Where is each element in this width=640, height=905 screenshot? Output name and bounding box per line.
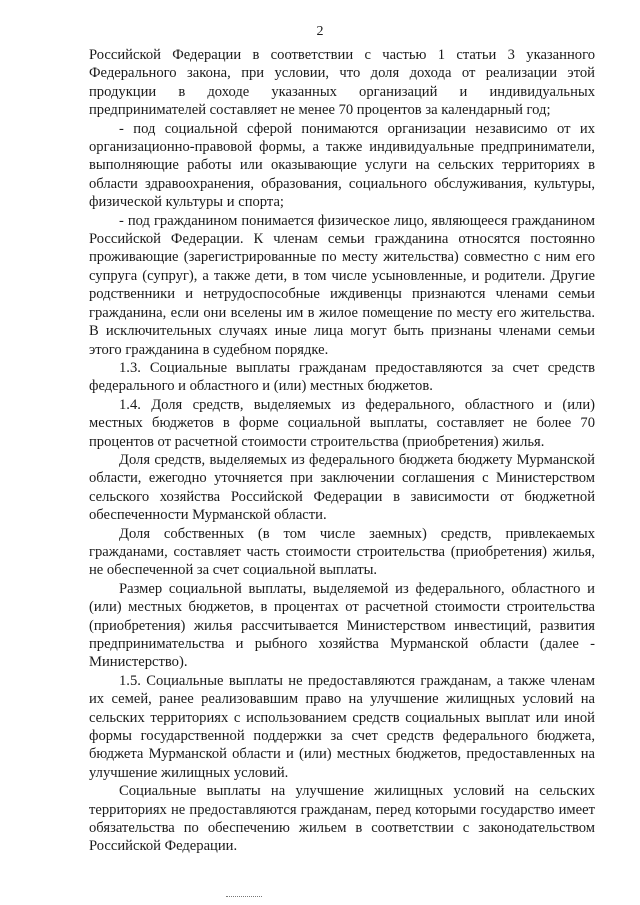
page-number: 2 (316, 24, 324, 39)
paragraph-continuation: Российской Федерации в соответствии с частью 1 статьи 3 указанного Федерального закона, при условии, что доля дохода от реализации этой продукции в доходе указанных организаций и индивидуальных предпринимателей составляет не менее 70 процентов за календарный год; (89, 47, 595, 119)
paragraph-exclusion: Социальные выплаты на улучшение жилищных условий на сельских территориях не предоставляются гражданам, перед которыми государство имеет обязательства по обеспечению жильем в соответствии с законодательством Российской Федерации. (89, 783, 595, 855)
paragraph-own-funds-share: Доля собственных (в том числе заемных) средств, привлекаемых гражданами, составляет часть стоимости строительства (приобретения) жилья, не обеспеченной за счет социальной выплаты. (89, 525, 595, 579)
paragraph-clause-1-5: 1.5. Социальные выплаты не предоставляются гражданам, а также членам их семей, ранее реализовавшим право на улучшение жилищных условий на сельских территориях с использованием средств социальных выплат или иной формы государственной поддержки за счет средств федерального бюджета, бюджета Мурманской области и (или) местных бюджетов, предоставленных на улучшение жилищных условий. (89, 672, 595, 781)
paragraph-citizen-definition: - под гражданином понимается физическое лицо, являющееся гражданином Российской Федерации. К членам семьи гражданина относятся постоянно проживающие (зарегистрированные по месту жительства) совместно с ним его супруга (супруг), а также дети, в том числе усыновленные, и родители. Другие родственники и нетрудоспособные иждивенцы признаются членами семьи гражданина, если они вселены им в жилое помещение по месту его жительства. В исключительных случаях иные лица могут быть признаны членами семьи этого гражданина в судебном порядке. (89, 212, 595, 358)
paragraph-clause-1-3: 1.3. Социальные выплаты гражданам предоставляются за счет средств федерального и областного и (или) местных бюджетов. (89, 359, 595, 395)
paragraph-clause-1-4: 1.4. Доля средств, выделяемых из федерального, областного и (или) местных бюджетов в форме социальной выплаты, составляет не более 70 процентов от расчетной стоимости строительства (приобретения) жилья. (89, 396, 595, 450)
paragraph-payment-size: Размер социальной выплаты, выделяемой из федерального, областного и (или) местных бюджетов, в процентах от расчетной стоимости строительства (приобретения) жилья рассчитывается Министерством инвестиций, развития предпринимательства и рыбного хозяйства Мурманской области (далее - Министерство). (89, 580, 595, 671)
paragraph-federal-share: Доля средств, выделяемых из федерального бюджета бюджету Мурманской области, ежегодно уточняется при заключении соглашения с Министерством сельского хозяйства Российской Федерации в зависимости от бюджетной обеспеченности Мурманской области. (89, 451, 595, 524)
document-body (89, 46, 595, 856)
scan-artifact (226, 896, 262, 899)
paragraph-social-sphere-definition: - под социальной сферой понимаются организации независимо от их организационно-правовой формы, а также индивидуальные предприниматели, выполняющие работы или оказывающие услуги на сельских территориях в области здравоохранения, образования, социального обслуживания, культуры, физической культуры и спорта; (89, 120, 595, 211)
